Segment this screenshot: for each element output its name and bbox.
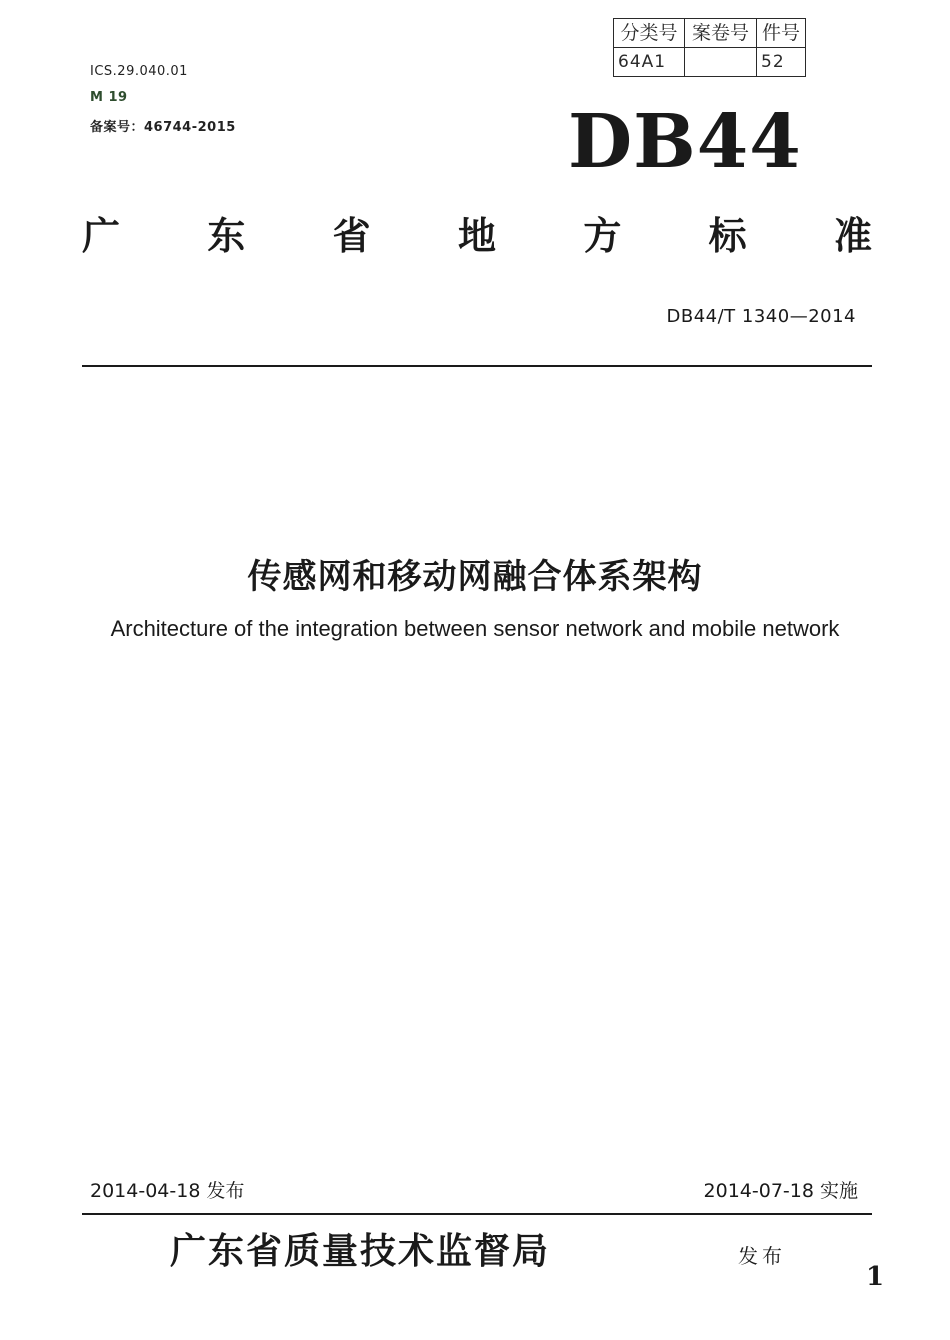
page-number: 1 xyxy=(866,1262,885,1292)
standard-type-char: 方 xyxy=(583,214,622,258)
header-divider xyxy=(82,365,872,367)
document-title-en: Architecture of the integration between sensor network and mobile network xyxy=(110,616,840,641)
standard-type-char: 广 xyxy=(82,214,121,258)
filing-number: 备案号：46744-2015 xyxy=(90,120,236,135)
publish-label: 发布 xyxy=(738,1244,786,1268)
implementation-date: 2014-07-18 实施 xyxy=(703,1180,858,1202)
stamp-value-item-no: 52 xyxy=(757,48,806,77)
standard-type-char: 东 xyxy=(207,214,246,258)
standard-type-char: 地 xyxy=(457,214,496,258)
standard-type-char: 标 xyxy=(708,214,747,258)
publisher-name: 广东省质量技术监督局 xyxy=(170,1230,551,1272)
stamp-value-file-no xyxy=(685,48,757,77)
classification-stamp xyxy=(613,18,806,77)
issue-date: 2014-04-18 发布 xyxy=(90,1180,245,1202)
stamp-header-file-no: 案卷号 xyxy=(685,19,757,48)
ics-code: ICS.29.040.01 xyxy=(90,64,188,79)
standard-type-char: 省 xyxy=(332,214,371,258)
standard-type-heading xyxy=(82,208,872,264)
standard-type-char: 准 xyxy=(833,214,872,258)
standard-number: DB44/T 1340—2014 xyxy=(666,306,856,327)
stamp-header-item-no: 件号 xyxy=(757,19,806,48)
classification-code: M 19 xyxy=(90,90,128,105)
stamp-header-class-no: 分类号 xyxy=(614,19,685,48)
document-title-cn: 传感网和移动网融合体系架构 xyxy=(247,557,703,597)
stamp-value-class-no: 64A1 xyxy=(614,48,685,77)
standard-logo: DB44 xyxy=(568,99,802,185)
footer-divider xyxy=(82,1213,872,1215)
